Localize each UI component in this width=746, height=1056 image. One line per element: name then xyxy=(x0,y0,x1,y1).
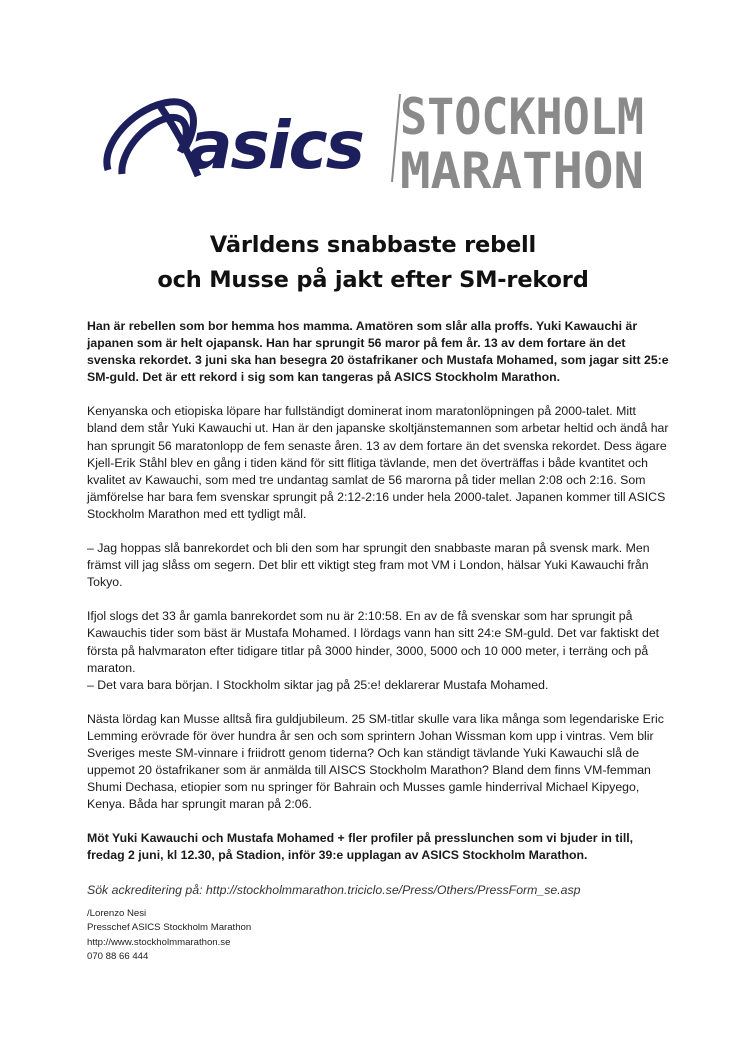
signature-role: Presschef ASICS Stockholm Marathon xyxy=(87,922,252,934)
asics-wordmark: asics xyxy=(188,107,363,184)
body-paragraph: Kenyanska och etiopiska löpare har fullständigt dominerat inom maratonlöpningen på 2000-talet. Mitt bland dem står Yuki Kawauchi ut. Han är den japanske skoltjänstemannen som arbetar heltid och ändå har han sprungit 56 maratonlopp de fem senaste åren. 13 av dem fortare än det svenska rekordet. Dess ägare Kjell-Erik Ståhl blev en gång i tiden känd för sitt flitiga tävlande, men det överträffas i både kvantitet och kvalitet av Kawauchi, som med tre undantag samlat de 56 marorna på tider mellan 2:08 och 2:16. Som jämförelse har bara fem svenskar sprungit på 2:12-2:16 under hela 2000-talet. Japanen kommer till ASICS Stockholm Marathon med ett tydligt mål. xyxy=(87,404,669,521)
asics-stockholm-marathon-logo xyxy=(100,84,660,194)
accreditation-link[interactable]: Sök ackreditering på: http://stockholmmarathon.triciclo.se/Press/Others/PressForm_se.asp xyxy=(87,882,581,897)
stockholm-wordmark: STOCKHOLM xyxy=(400,88,644,146)
header-logo xyxy=(100,84,660,194)
logo-divider xyxy=(392,94,400,182)
body-paragraph: Nästa lördag kan Musse alltså fira guldjubileum. 25 SM-titlar skulle vara lika många som legendariske Eric Lemming erövrade för över hundra år sen och som sprintern Johan Wissman kom upp i vintras. Vem blir Sveriges meste SM-vinnare i friidrott genom tiderna? Och kan ständigt tävlande Yuki Kawauchi slå de uppemot 20 östafrikaner som är anmälda till AISCS Stockholm Marathon? Bland dem finns VM-femman Shumi Dechasa, etiopier som nu springer för Bahrain och Musses gamle hinderrival Michael Kipyego, Kenya. Båda har sprungit maran på 2:06. xyxy=(87,711,664,812)
asics-stripes-icon xyxy=(107,102,198,176)
quote-paragraph: – Jag hoppas slå banrekordet och bli den som har sprungit den snabbaste maran på svensk mark. Men främst vill jag slåss om segern. Det blir ett viktigt steg fram mot VM i London, hälsar Yuki Kawauchi från Tokyo. xyxy=(87,541,650,590)
page-title xyxy=(0,228,746,298)
quote-paragraph: – Det vara bara början. I Stockholm siktar jag på 25:e! deklarerar Mustafa Mohamed. xyxy=(87,677,549,692)
marathon-wordmark: MARATHON xyxy=(400,142,644,194)
title-line-2: och Musse på jakt efter SM-rekord xyxy=(157,267,589,293)
body-paragraph: Ifjol slogs det 33 år gamla banrekordet som nu är 2:10:58. En av de få svenskar som har sprungit på Kawauchis tider som bäst är Mustafa Mohamed. I lördags vann han sitt 24:e SM-guld. Det var faktiskt det första på halvmaraton efter tidigare titlar på 3000 hinder, 3000, 5000 och 10 000 meter, i terräng och på maraton. xyxy=(87,609,660,675)
signature-name: /Lorenzo Nesi xyxy=(87,908,147,919)
lead-paragraph: Han är rebellen som bor hemma hos mamma. Amatören som slår alla proffs. Yuki Kawauchi är japanen som är helt ojapansk. Han har sprungit 56 maror på fem år. 13 av dem fortare än det svenska rekordet. 3 juni ska han besegra 20 östafrikaner och Mustafa Mohamed, som jagar sitt 25:e SM-guld. Det är ett rekord i sig som kan tangeras på ASICS Stockholm Marathon. xyxy=(87,319,669,385)
signature-phone: 070 88 66 444 xyxy=(87,951,149,963)
article-body xyxy=(87,318,669,916)
signature-block xyxy=(87,907,487,965)
invite-paragraph: Möt Yuki Kawauchi och Mustafa Mohamed + fler profiler på presslunchen som vi bjuder in till, fredag 2 juni, kl 12.30, på Stadion, inför 39:e upplagan av ASICS Stockholm Marathon. xyxy=(87,831,634,863)
title-line-1: Världens snabbaste rebell xyxy=(209,232,537,258)
signature-url[interactable]: http://www.stockholmmarathon.se xyxy=(87,936,231,948)
